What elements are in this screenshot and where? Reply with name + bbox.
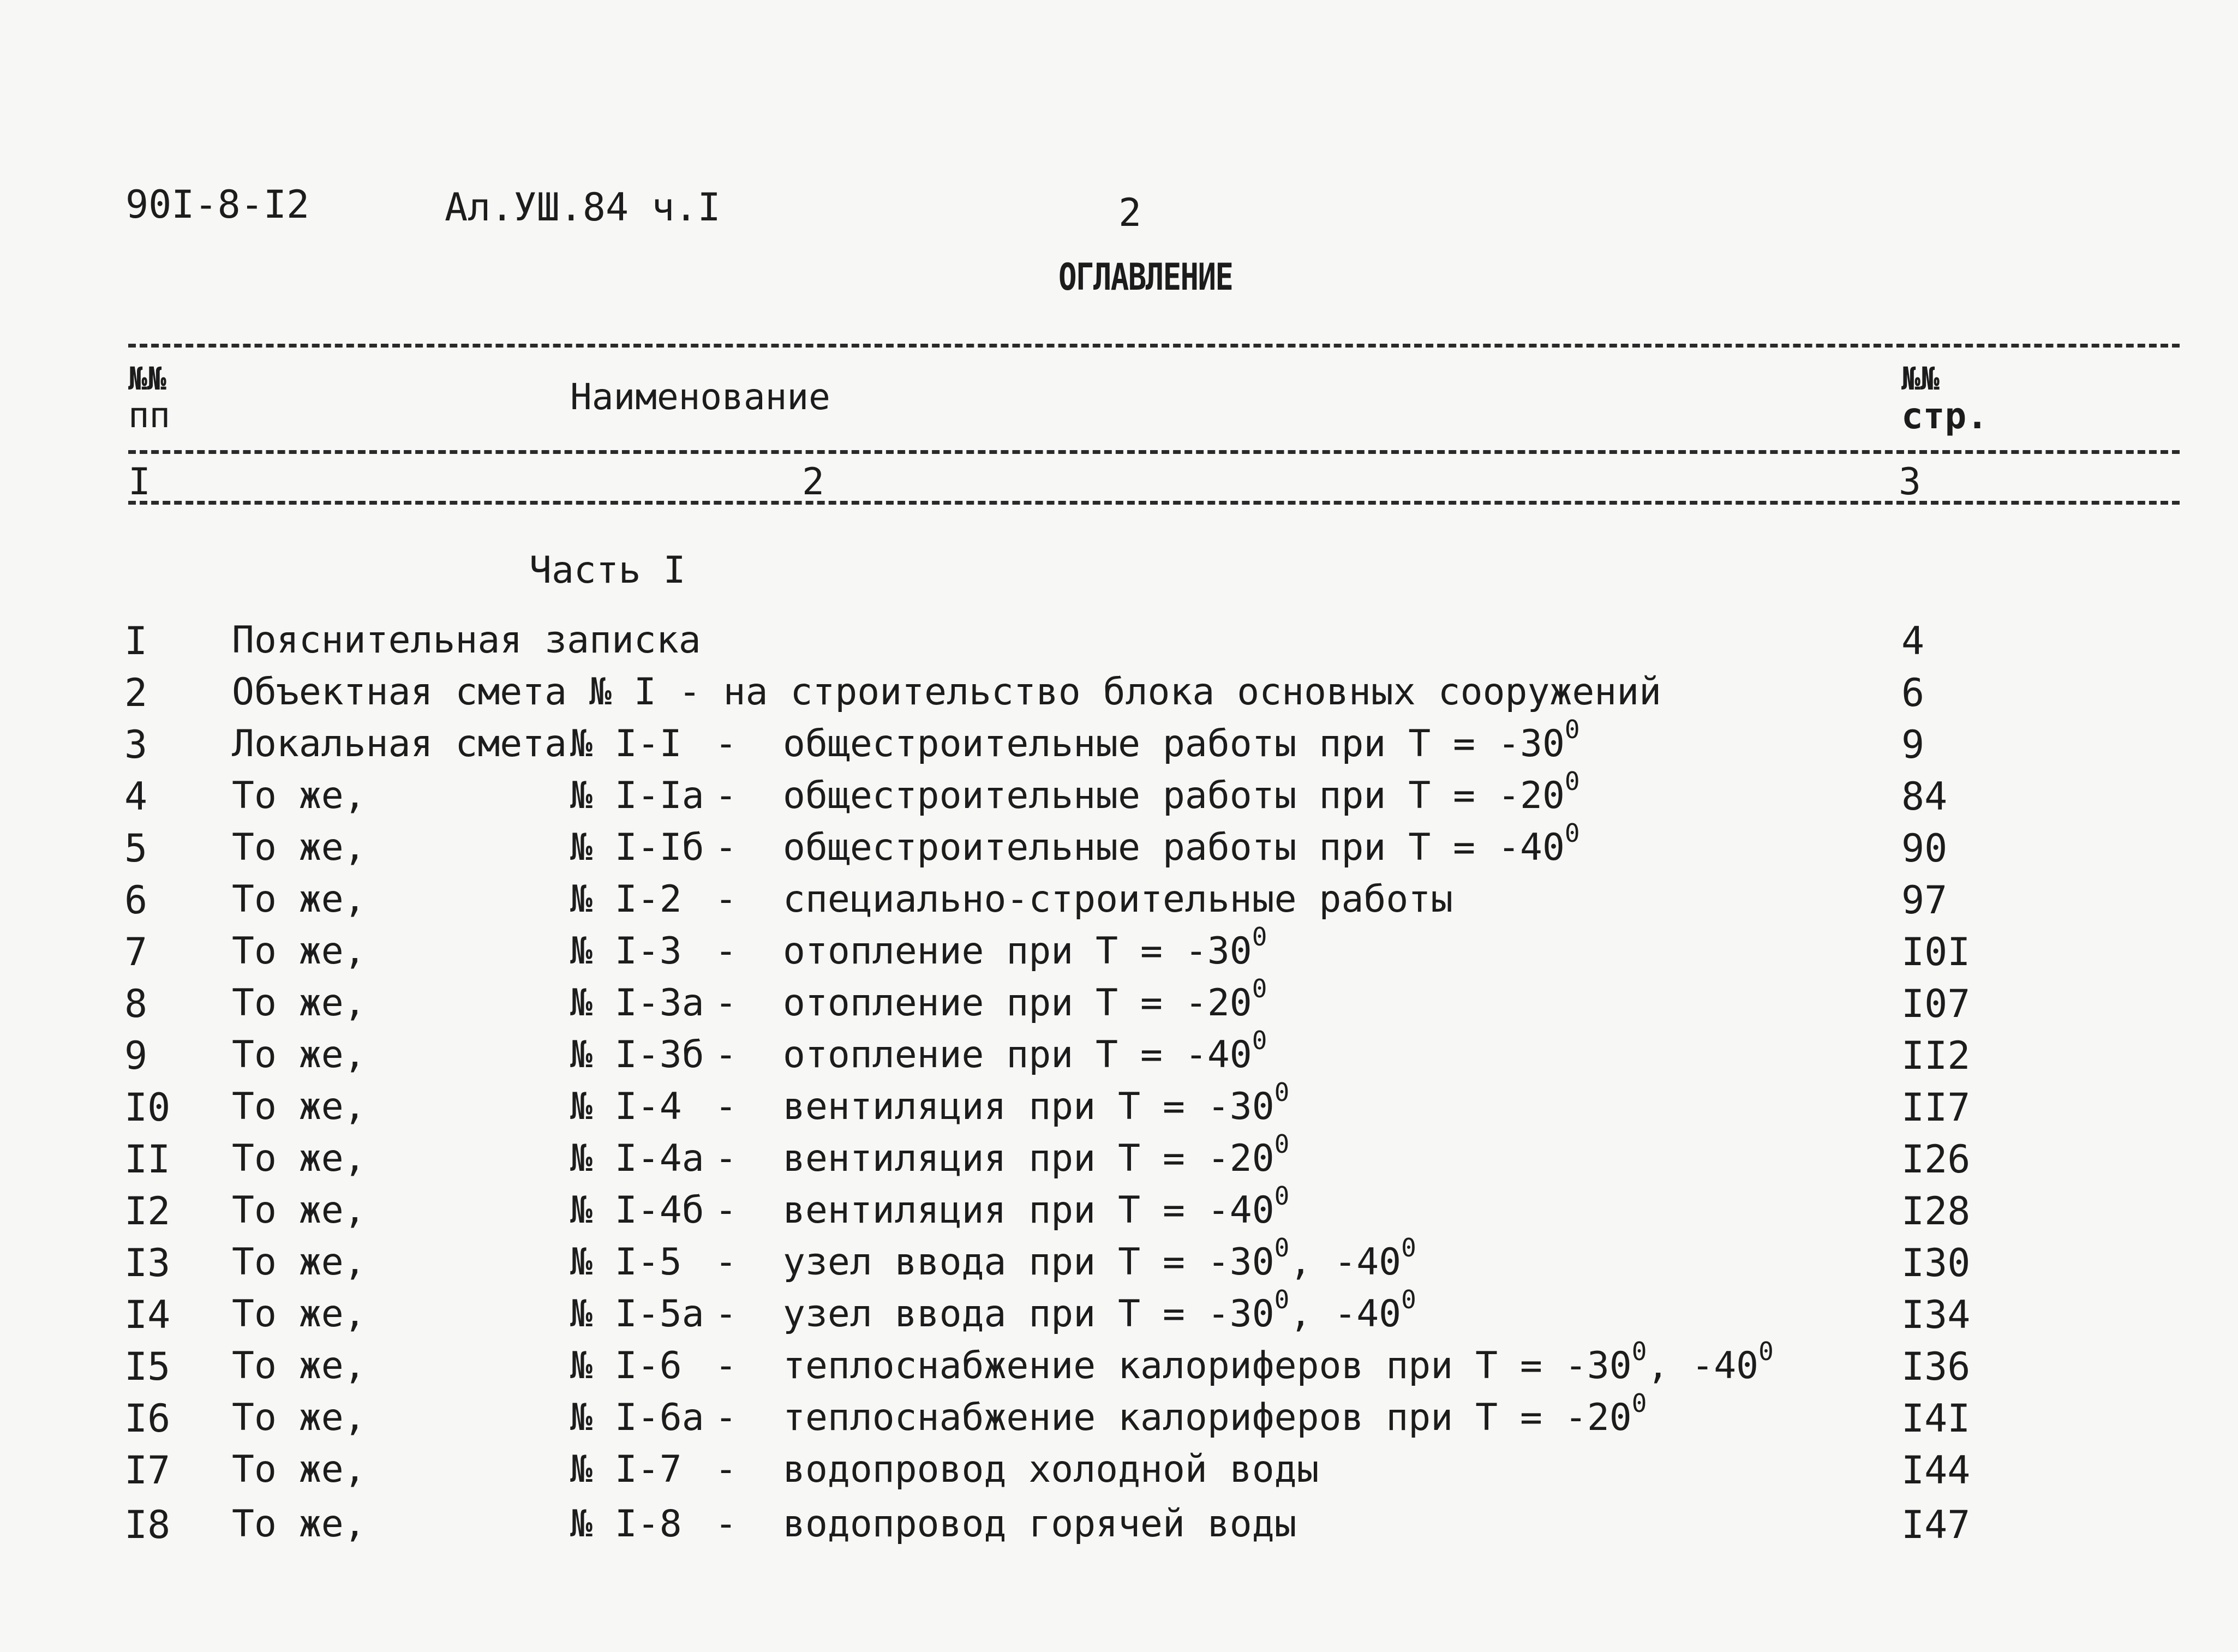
- row-page-number: II7: [1901, 1085, 1971, 1130]
- document-code: 90I-8-I2: [125, 182, 310, 227]
- row-estimate-code: № I-5а: [570, 1292, 704, 1336]
- row-description: [783, 974, 1267, 1025]
- row-prefix: То же,: [232, 1503, 366, 1546]
- row-dash: -: [715, 1448, 737, 1491]
- row-page-number: I47: [1901, 1503, 1971, 1547]
- row-description: [783, 1388, 1647, 1439]
- degree-mark: 0: [1401, 1233, 1416, 1262]
- row-number: I3: [124, 1241, 171, 1285]
- col-name-label: Наименование: [570, 376, 830, 418]
- row-prefix: То же,: [232, 1344, 366, 1387]
- row-prefix: То же,: [232, 774, 366, 817]
- rule-bottom: [128, 501, 2180, 505]
- degree-mark: 0: [1274, 1285, 1290, 1314]
- row-dash: -: [715, 1292, 737, 1336]
- row-number: I: [124, 619, 148, 663]
- row-page-number: I28: [1901, 1189, 1971, 1234]
- degree-mark: 0: [1564, 715, 1580, 744]
- row-number: I6: [124, 1396, 171, 1441]
- row-page-number: I4I: [1901, 1396, 1971, 1441]
- row-estimate-code: № I-6: [570, 1344, 682, 1387]
- row-number: I7: [124, 1448, 171, 1493]
- row-description: [783, 878, 1453, 921]
- row-estimate-code: № I-3: [570, 930, 682, 973]
- row-estimate-code: № I-I: [570, 722, 682, 765]
- row-dash: -: [715, 774, 737, 817]
- row-number: 6: [124, 878, 148, 923]
- degree-mark: 0: [1274, 1181, 1290, 1211]
- row-description: [783, 1285, 1416, 1336]
- row-number: II: [124, 1137, 171, 1182]
- row-description: [783, 1078, 1290, 1128]
- row-page-number: 84: [1901, 774, 1948, 819]
- col-number-label-2: пп: [128, 396, 171, 436]
- row-number: 2: [124, 671, 148, 715]
- row-description-extra: , -40: [1289, 1292, 1402, 1336]
- row-prefix: То же,: [232, 1085, 366, 1128]
- row-dash: -: [715, 1241, 737, 1284]
- col-index-3: 3: [1899, 460, 1921, 504]
- row-estimate-code: № I-8: [570, 1503, 682, 1546]
- row-description: [783, 715, 1580, 765]
- row-estimate-code: № I-3а: [570, 981, 704, 1025]
- degree-mark: 0: [1401, 1285, 1416, 1314]
- row-estimate-code: № I-5: [570, 1241, 682, 1284]
- col-index-1: I: [128, 460, 151, 504]
- row-estimate-code: № I-4б: [570, 1189, 704, 1232]
- degree-mark: 0: [1274, 1233, 1290, 1262]
- row-description-text: узел ввода при Т = -30: [783, 1292, 1274, 1336]
- degree-mark: 0: [1564, 767, 1580, 796]
- row-dash: -: [715, 930, 737, 973]
- row-number: I2: [124, 1189, 171, 1234]
- section-title: Часть I: [529, 549, 686, 592]
- row-number: I8: [124, 1503, 171, 1547]
- row-prefix: То же,: [232, 1137, 366, 1180]
- row-estimate-code: № I-Iб: [570, 826, 704, 869]
- row-dash: -: [715, 1503, 737, 1546]
- row-description-extra: , -40: [1289, 1241, 1402, 1284]
- row-description: [783, 767, 1580, 817]
- row-prefix: То же,: [232, 1292, 366, 1336]
- degree-mark: 0: [1252, 922, 1267, 951]
- row-page-number: I26: [1901, 1137, 1971, 1182]
- row-prefix: То же,: [232, 878, 366, 921]
- row-title: Пояснительная записка: [232, 619, 701, 662]
- col-page-label-2: стр.: [1901, 395, 1988, 437]
- row-description: [783, 1233, 1416, 1284]
- row-page-number: II2: [1901, 1033, 1971, 1078]
- row-dash: -: [715, 1033, 737, 1076]
- row-description-text: общестроительные работы при Т = -40: [783, 826, 1565, 869]
- row-page-number: 90: [1901, 826, 1948, 871]
- row-number: 8: [124, 981, 148, 1026]
- row-dash: -: [715, 826, 737, 869]
- row-description-text: водопровод холодной воды: [783, 1448, 1319, 1491]
- row-page-number: I36: [1901, 1344, 1971, 1389]
- row-estimate-code: № I-3б: [570, 1033, 704, 1076]
- row-prefix: Локальная смета: [232, 722, 567, 765]
- row-description-text: общестроительные работы при Т = -20: [783, 774, 1565, 817]
- row-dash: -: [715, 1137, 737, 1180]
- row-prefix: То же,: [232, 1396, 366, 1439]
- row-dash: -: [715, 1085, 737, 1128]
- row-dash: -: [715, 1396, 737, 1439]
- degree-mark: 0: [1564, 818, 1580, 848]
- row-description-text: отопление при Т = -40: [783, 1033, 1252, 1076]
- row-estimate-code: № I-6а: [570, 1396, 704, 1439]
- row-prefix: То же,: [232, 1189, 366, 1232]
- album-reference: Ал.УШ.84 ч.I: [445, 185, 721, 230]
- row-dash: -: [715, 1189, 737, 1232]
- row-dash: -: [715, 722, 737, 765]
- row-page-number: 6: [1901, 671, 1925, 715]
- row-page-number: 9: [1901, 722, 1925, 767]
- row-number: 4: [124, 774, 148, 819]
- row-description-text: отопление при Т = -20: [783, 981, 1252, 1025]
- row-page-number: I07: [1901, 981, 1971, 1026]
- row-description-text: отопление при Т = -30: [783, 930, 1252, 973]
- row-page-number: 97: [1901, 878, 1948, 923]
- row-estimate-code: № I-2: [570, 878, 682, 921]
- row-description-text: теплоснабжение калориферов при Т = -30: [783, 1344, 1632, 1387]
- row-description-text: специально-строительные работы: [783, 878, 1453, 921]
- degree-mark: 0: [1252, 974, 1267, 1003]
- degree-mark: 0: [1274, 1129, 1290, 1159]
- row-number: 3: [124, 722, 148, 767]
- row-description: [783, 1181, 1290, 1232]
- row-description-text: водопровод горячей воды: [783, 1503, 1297, 1546]
- row-page-number: I0I: [1901, 930, 1971, 974]
- row-title: Объектная смета № I - на строительство блока основных сооружений: [232, 671, 1662, 714]
- row-number: I4: [124, 1292, 171, 1337]
- row-description-text: теплоснабжение калориферов при Т = -20: [783, 1396, 1632, 1439]
- row-description-text: общестроительные работы при Т = -30: [783, 722, 1565, 765]
- row-prefix: То же,: [232, 930, 366, 973]
- row-description: [783, 1026, 1267, 1076]
- row-description: [783, 1503, 1297, 1546]
- row-page-number: 4: [1901, 619, 1925, 663]
- row-estimate-code: № I-4: [570, 1085, 682, 1128]
- row-description: [783, 818, 1580, 869]
- row-description: [783, 1337, 1774, 1387]
- col-index-2: 2: [802, 460, 824, 504]
- row-prefix: То же,: [232, 1241, 366, 1284]
- row-page-number: I34: [1901, 1292, 1971, 1337]
- row-description: [783, 1129, 1290, 1180]
- row-page-number: I30: [1901, 1241, 1971, 1285]
- page-title: ОГЛАВЛЕНИЕ: [1058, 256, 1233, 299]
- row-dash: -: [715, 981, 737, 1025]
- row-dash: -: [715, 1344, 737, 1387]
- rule-middle: [128, 450, 2180, 454]
- row-number: I5: [124, 1344, 171, 1389]
- degree-mark: 0: [1758, 1337, 1774, 1366]
- row-dash: -: [715, 878, 737, 921]
- row-description-extra: , -40: [1647, 1344, 1759, 1387]
- row-estimate-code: № I-Iа: [570, 774, 704, 817]
- col-page-label: №№: [1901, 360, 1940, 397]
- row-number: 5: [124, 826, 148, 871]
- degree-mark: 0: [1274, 1078, 1290, 1107]
- col-number-label: №№: [128, 360, 166, 397]
- row-description: [783, 922, 1267, 973]
- row-description-text: вентиляция при Т = -20: [783, 1137, 1274, 1180]
- row-page-number: I44: [1901, 1448, 1971, 1493]
- row-number: 9: [124, 1033, 148, 1078]
- row-number: 7: [124, 930, 148, 974]
- row-estimate-code: № I-4а: [570, 1137, 704, 1180]
- degree-mark: 0: [1252, 1026, 1267, 1055]
- row-estimate-code: № I-7: [570, 1448, 682, 1491]
- row-description-text: вентиляция при Т = -30: [783, 1085, 1274, 1128]
- row-prefix: То же,: [232, 826, 366, 869]
- page-number: 2: [1118, 190, 1142, 235]
- row-prefix: То же,: [232, 1033, 366, 1076]
- row-description-text: узел ввода при Т = -30: [783, 1241, 1274, 1284]
- row-prefix: То же,: [232, 981, 366, 1025]
- degree-mark: 0: [1631, 1388, 1647, 1418]
- degree-mark: 0: [1631, 1337, 1647, 1366]
- row-number: I0: [124, 1085, 171, 1130]
- row-description: [783, 1448, 1319, 1491]
- row-description-text: вентиляция при Т = -40: [783, 1189, 1274, 1232]
- rule-top: [128, 344, 2180, 348]
- row-prefix: То же,: [232, 1448, 366, 1491]
